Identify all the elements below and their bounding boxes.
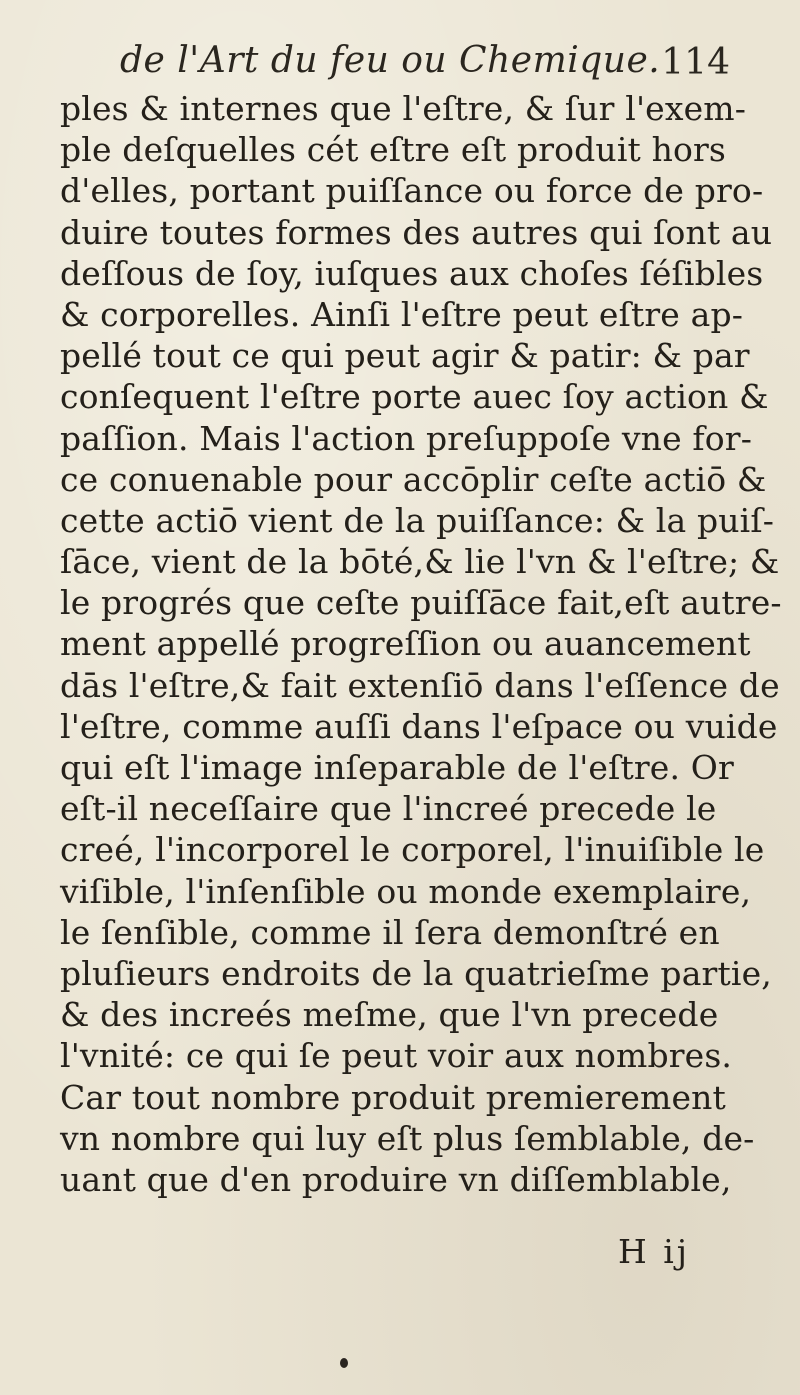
text-line: cette actiō vient de la puiſſance: & la puiſ- [60, 500, 775, 540]
text-line: & des increés meſme, que l'vn precede [60, 995, 719, 1035]
text-line: le ſenſible, comme il ſera demonſtré en [60, 912, 720, 952]
text-line: l'vnité: ce qui ſe peut voir aux nombres. [60, 1036, 733, 1076]
text-line: creé, l'incorporel le corporel, l'inuiſible le [60, 830, 765, 870]
text-line: eſt-il neceſſaire que l'increé precede le [60, 789, 717, 829]
text-line: ples & internes que l'eſtre, & ſur l'exem- [60, 89, 747, 128]
text-line: & corporelles. Ainſi l'eſtre peut eſtre ap- [60, 294, 744, 334]
text-line: dās l'eſtre,& fait extenſiō dans l'eſſence de [60, 665, 780, 705]
text-line: conſequent l'eſtre porte auec ſoy action & [60, 377, 769, 417]
text-line: le progrés que ceſte puiſſāce fait,eſt autre- [60, 583, 782, 623]
text-line: paſſion. Mais l'action preſuppoſe vne for- [60, 418, 753, 458]
text-line: ment appellé progreſſion ou auancement [60, 624, 751, 664]
text-line: deſſous de ſoy, iuſques aux choſes ſéſibles [60, 253, 764, 293]
signature-mark: H ij [617, 1232, 690, 1271]
text-line: ce conuenable pour accōplir ceſte actiō & [60, 459, 767, 499]
text-line: viſible, l'inſenſible ou monde exemplaire, [60, 871, 752, 911]
text-line: pellé tout ce qui peut agir & patir: & par [60, 336, 750, 376]
running-head-title: de l'Art du feu ou Chemique. [120, 40, 661, 81]
text-line: ple deſquelles cét eſtre eſt produit hors [60, 130, 727, 170]
text-line: qui eſt l'image inſeparable de l'eſtre. Or [60, 748, 734, 787]
ink-speck [340, 1358, 348, 1368]
body-text [60, 88, 782, 1200]
text-line: duire toutes formes des autres qui ſont au [60, 212, 773, 252]
page-number: 114 [661, 42, 730, 83]
running-head [120, 40, 730, 84]
text-line: d'elles, portant puiſſance ou force de pro- [60, 171, 764, 211]
text-line: vn nombre qui luy eſt plus ſemblable, de- [60, 1118, 755, 1158]
text-line: l'eſtre, comme auſſi dans l'eſpace ou vuide [60, 706, 778, 746]
text-line: pluſieurs endroits de la quatrieſme partie, [60, 953, 772, 993]
text-line: Car tout nombre produit premierement [60, 1077, 726, 1117]
text-line: uant que d'en produire vn diſſemblable, [60, 1159, 732, 1199]
text-line: ſāce, vient de la bōté,& lie l'vn & l'eſtre; & [60, 542, 780, 582]
